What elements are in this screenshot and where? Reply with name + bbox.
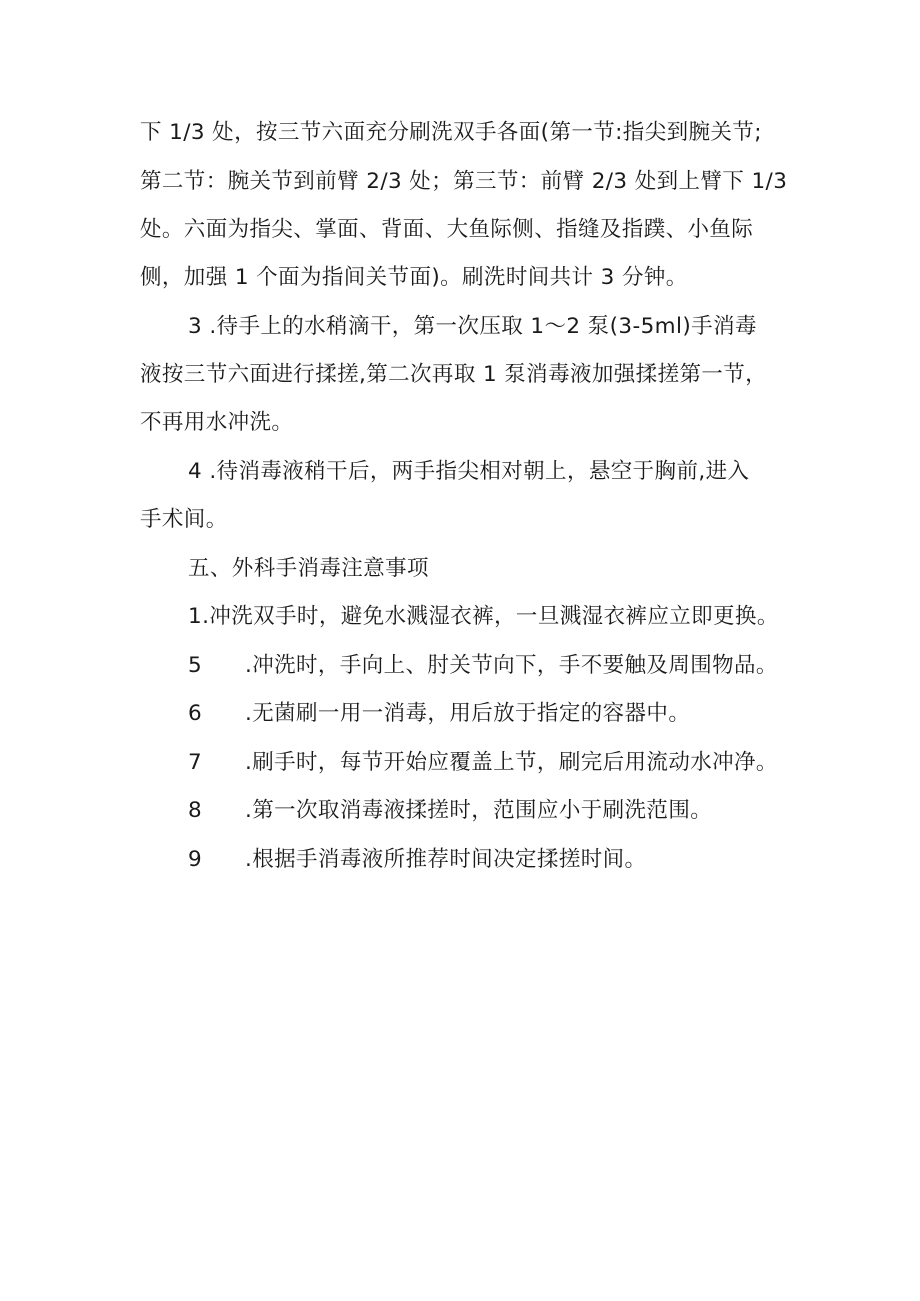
step-3-line: 液按三节六面进行揉搓,第二次再取 1 泵消毒液加强揉搓第一节， — [140, 362, 768, 387]
text-line: 处。六面为指尖、掌面、背面、大鱼际侧、指缝及指蹼、小鱼际 — [140, 217, 754, 242]
list-item-number: 8 — [188, 798, 202, 823]
list-item-text: .无菌刷一用一消毒，用后放于指定的容器中。 — [245, 701, 691, 726]
text-line: 侧，加强 1 个面为指间关节面)。刷洗时间共计 3 分钟。 — [140, 265, 688, 290]
step-4-line: 4 .待消毒液稍干后，两手指尖相对朝上，悬空于胸前,进入 — [188, 459, 750, 484]
list-item-number: 5 — [188, 653, 202, 678]
list-item-number: 9 — [188, 847, 202, 872]
step-3-line: 3 .待手上的水稍滴干，第一次压取 1～2 泵(3-5ml)手消毒 — [188, 314, 757, 339]
list-item-text: .刷手时，每节开始应覆盖上节，刷完后用流动水冲净。 — [245, 750, 778, 775]
list-item-number: 6 — [188, 701, 202, 726]
list-item-number: 7 — [188, 750, 202, 775]
list-item-text: .第一次取消毒液揉搓时，范围应小于刷洗范围。 — [245, 798, 713, 823]
step-4-line: 手术间。 — [140, 507, 228, 532]
step-3-line: 不再用水冲洗。 — [140, 410, 294, 435]
section-heading: 五、外科手消毒注意事项 — [188, 556, 429, 581]
text-line: 下 1/3 处，按三节六面充分刷洗双手各面(第一节:指尖到腕关节; — [140, 120, 762, 145]
list-item-text: .根据手消毒液所推荐时间决定揉搓时间。 — [245, 847, 647, 872]
text-line: 第二节：腕关节到前臂 2/3 处；第三节：前臂 2/3 处到上臂下 1/3 — [140, 169, 788, 194]
list-item-text: .冲洗时，手向上、肘关节向下，手不要触及周围物品。 — [245, 653, 778, 678]
list-item: 1.冲洗双手时，避免水溅湿衣裤，一旦溅湿衣裤应立即更换。 — [188, 604, 779, 629]
